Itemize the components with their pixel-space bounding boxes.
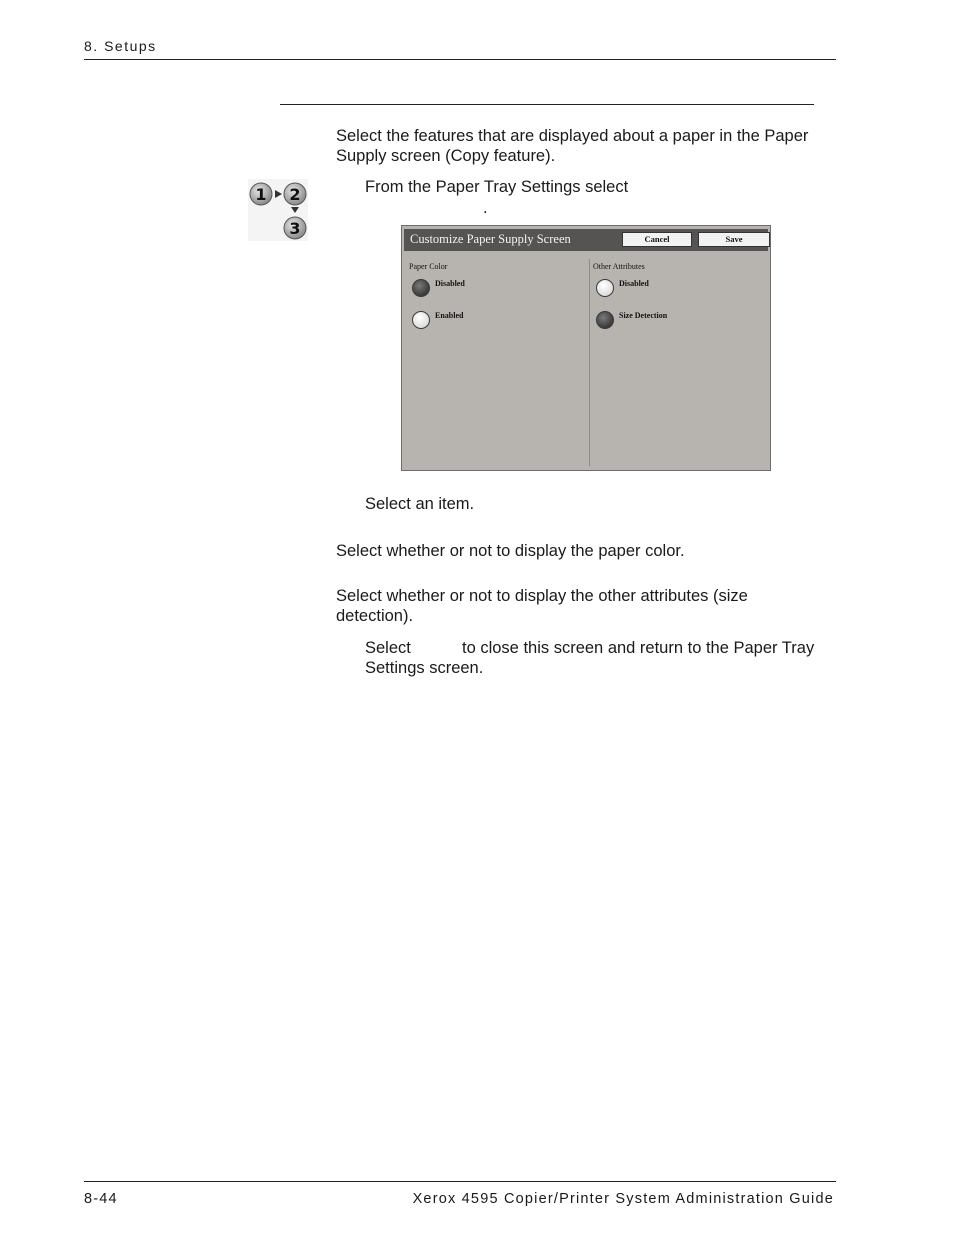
panel-titlebar: [404, 229, 768, 251]
header-rule: [84, 59, 836, 60]
step-3-text: to close this screen and return to the Paper Tray Settings screen.: [365, 639, 815, 677]
paper-color-disabled-radio[interactable]: [412, 279, 430, 297]
footer-rule: [84, 1181, 836, 1182]
other-attributes-disabled-radio[interactable]: [596, 279, 614, 297]
step-1-tail: .: [483, 199, 488, 217]
guide-title: Xerox 4595 Copier/Printer System Administration Guide: [412, 1191, 834, 1207]
other-attributes-label: Other Attributes: [593, 262, 645, 271]
svg-text:2: 2: [289, 185, 301, 204]
panel-title: Customize Paper Supply Screen: [410, 232, 571, 246]
size-detection-label: Size Detection: [619, 311, 668, 320]
paper-color-disabled-label: Disabled: [435, 279, 465, 288]
cancel-button[interactable]: Cancel: [622, 232, 692, 247]
page-number: 8-44: [84, 1191, 118, 1207]
paper-color-description: Select whether or not to display the paper color.: [336, 542, 685, 560]
intro-paragraph: Select the features that are displayed about a paper in the Paper Supply screen (Copy feature).: [336, 127, 809, 165]
svg-text:1: 1: [255, 185, 267, 204]
step-3-select-word: Select: [365, 639, 411, 657]
steps-icon: [248, 179, 308, 241]
paper-color-enabled-label: Enabled: [435, 311, 464, 320]
paper-color-enabled-radio[interactable]: [412, 311, 430, 329]
section-rule: [280, 104, 814, 105]
other-attributes-disabled-label: Disabled: [619, 279, 649, 288]
panel-divider: [589, 259, 590, 466]
running-header: 8. Setups: [84, 38, 157, 54]
size-detection-radio[interactable]: [596, 311, 614, 329]
paper-color-label: Paper Color: [409, 262, 448, 271]
save-button[interactable]: Save: [698, 232, 770, 247]
step-1-text: From the Paper Tray Settings select: [365, 178, 629, 196]
other-attributes-description: Select whether or not to display the other attributes (size detection).: [336, 587, 748, 625]
customize-paper-supply-panel: [401, 225, 771, 471]
step-2-text: Select an item.: [365, 495, 475, 513]
svg-text:3: 3: [289, 219, 301, 238]
